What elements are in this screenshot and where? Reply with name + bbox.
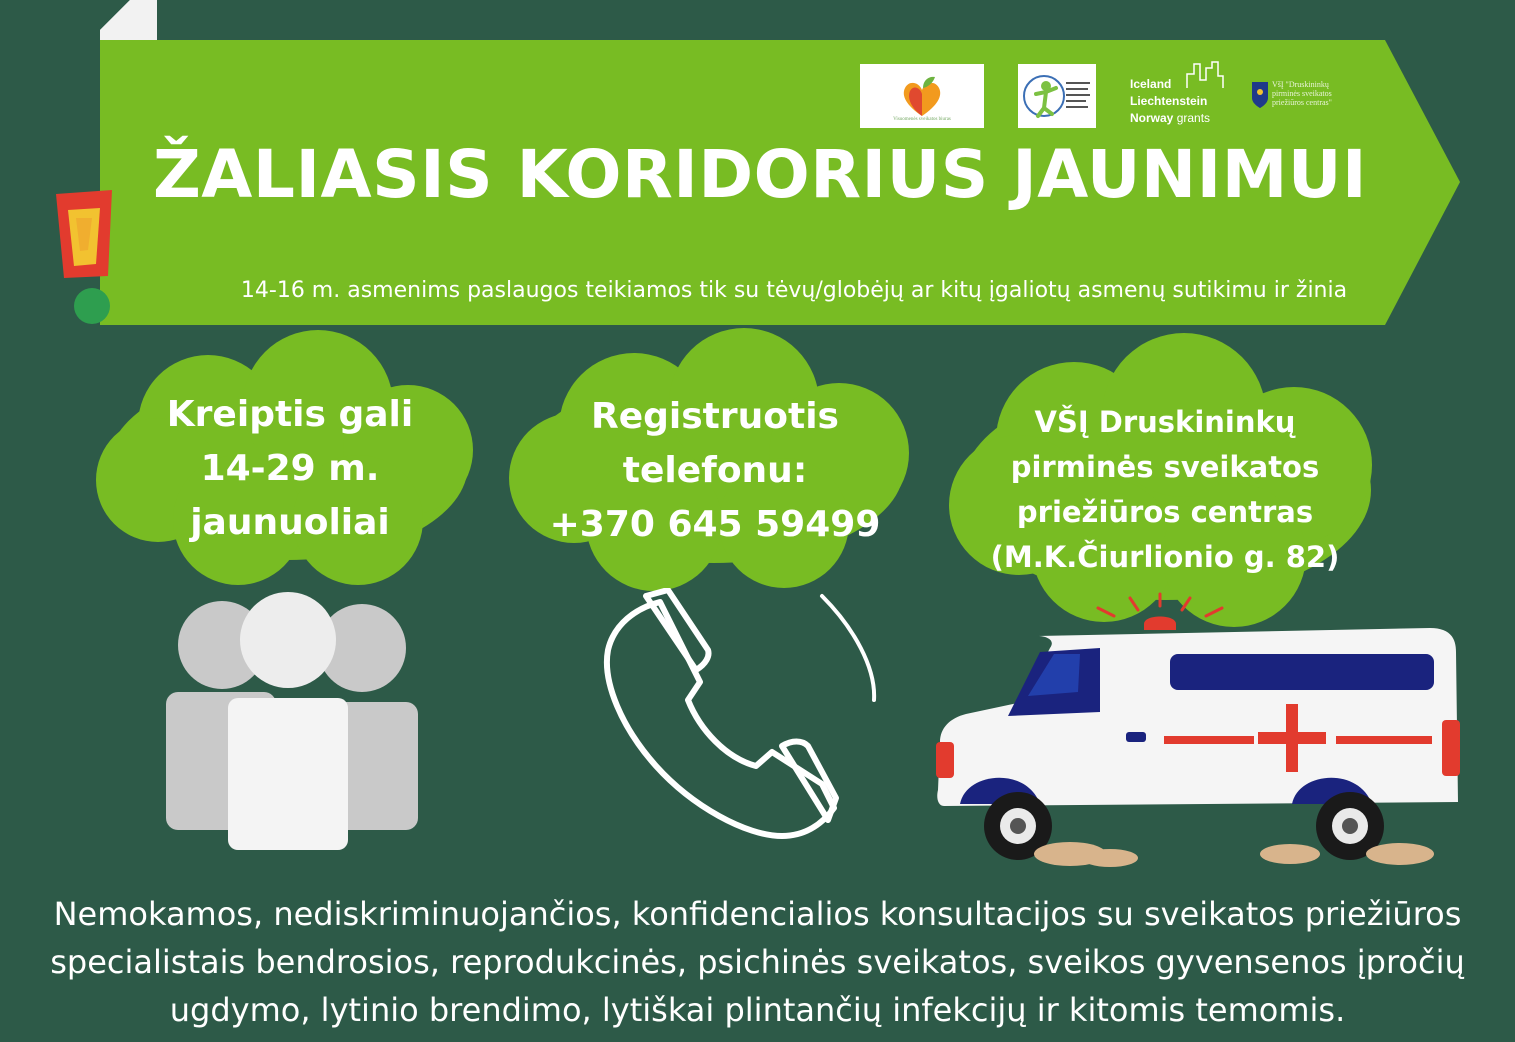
logo1-caption: Visuomenės sveikatos biuras: [893, 117, 951, 122]
vsj-logo-text: [1272, 80, 1332, 107]
vsj-line1: VšĮ "Druskininkų: [1272, 80, 1329, 89]
apple-heart-icon: [897, 74, 947, 118]
footer-line: Nemokamos, nediskriminuojančios, konfidencialios konsultacijos su sveikatos priežiūros: [53, 895, 1462, 933]
cloud-line: 14-29 m.: [200, 448, 380, 489]
cloud-line: priežiūros centras: [1016, 495, 1314, 529]
grants-line3a: Norway: [1130, 111, 1174, 125]
grants-line1: Iceland: [1130, 77, 1172, 91]
cloud-phone-text: [540, 390, 890, 552]
youth-services-logo: [1018, 64, 1096, 128]
grants-line2: Liechtenstein: [1130, 94, 1208, 108]
consent-notice: 14-16 m. asmenims paslaugos teikiamos tik su tėvų/globėjų ar kitų įgaliotų asmenų sutikimu ir žinia: [240, 278, 1348, 303]
cloud-line: Registruotis: [591, 396, 839, 437]
footer-line: ugdymo, lytinio brendimo, lytiškai plintančių infekcijų ir kitomis temomis.: [169, 991, 1346, 1029]
phone-number[interactable]: +370 645 59499: [549, 504, 881, 545]
page-title: ŽALIASIS KORIDORIUS JAUNIMUI: [152, 136, 1368, 213]
cloud-line: pirminės sveikatos: [1010, 450, 1320, 484]
cloud-line: jaunuoliai: [190, 502, 390, 543]
vsj-shield-icon: [1250, 80, 1270, 110]
ambulance-icon: [930, 592, 1470, 872]
youth-figure-icon: [1022, 68, 1092, 124]
people-icon: [160, 590, 425, 855]
grants-skyline-icon: [1186, 60, 1224, 90]
grants-line3b: grants: [1176, 111, 1211, 125]
health-bureau-logo: [860, 64, 984, 128]
vsj-line2: pirminės sveikatos: [1272, 89, 1332, 98]
cloud-line: Kreiptis gali: [166, 394, 414, 435]
footer-line: specialistais bendrosios, reprodukcinės, psichinės sveikatos, sveikos gyvensenos įpročių: [50, 943, 1465, 981]
cloud-line: telefonu:: [622, 450, 808, 491]
services-description: [0, 890, 1515, 1034]
cloud-age-text: [120, 388, 460, 550]
phone-icon: [596, 588, 886, 848]
cloud-line: VŠĮ Druskininkų: [1034, 405, 1296, 439]
cloud-address-text: [980, 400, 1350, 580]
vsj-line3: priežiūros centras": [1272, 98, 1332, 107]
address-text: (M.K.Čiurlionio g. 82): [990, 540, 1340, 574]
